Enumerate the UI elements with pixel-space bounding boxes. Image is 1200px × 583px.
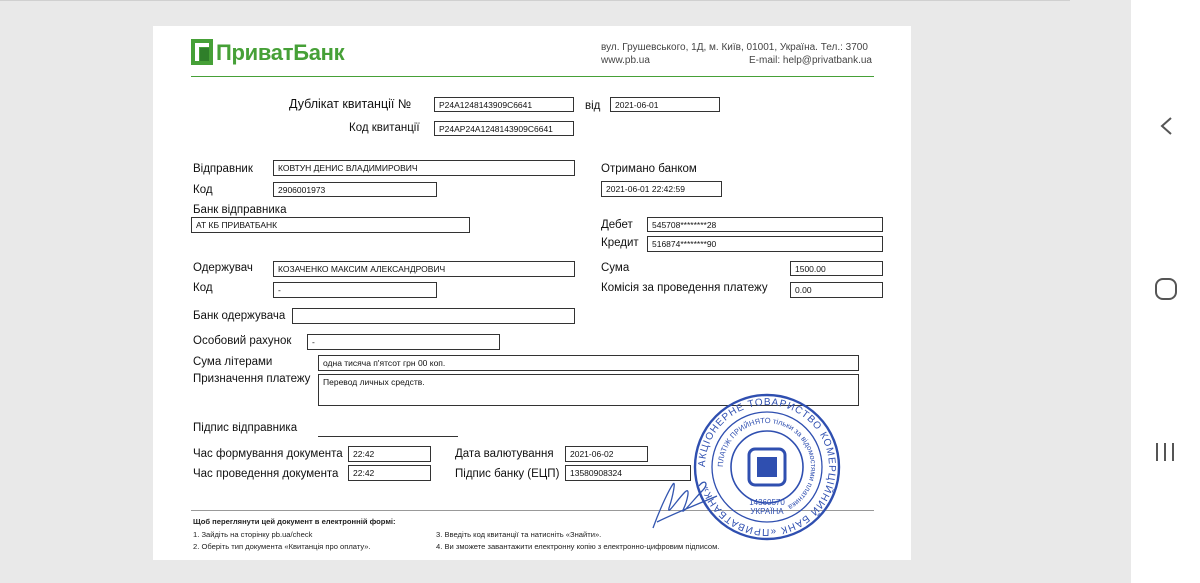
credit-label: Кредит [601,237,639,249]
purpose-label: Призначення платежу [193,373,311,385]
back-icon[interactable] [1131,116,1200,136]
credit-card: 516874********90 [647,236,883,252]
value-date-label: Дата валютування [455,448,554,460]
receipt-code: P24AP24A1248143909C6641 [434,121,574,136]
footer-title: Щоб переглянути цей документ в електронній формі: [193,517,396,526]
bank-address: вул. Грушевського, 1Д, м. Київ, 01001, Україна. Тел.: 3700 [601,42,868,53]
recipient-label: Одержувач [193,262,253,274]
debit-card: 545708********28 [647,217,883,232]
bank-signature: 13580908324 [565,465,691,481]
sender-code-label: Код [193,184,213,196]
duplicate-number: P24A1248143909C6641 [434,97,574,112]
recipient-code: - [273,282,437,298]
svg-text:ПЛАТІЖ ПРИЙНЯТО тільки за відо: ПЛАТІЖ ПРИЙНЯТО тільки за відомостями платника [715,415,819,512]
sender-bank: АТ КБ ПРИВАТБАНК [191,217,470,233]
recipient-name: КОЗАЧЕНКО МАКСИМ АЛЕКСАНДРОВИЧ [273,261,575,277]
formed-label: Час формування документа [193,448,343,460]
sender-signature-label: Підпис відправника [193,422,298,434]
signature-line [318,436,458,437]
sum-words-label: Сума літерами [193,356,273,368]
code-label: Код квитанції [349,122,420,134]
top-divider [0,0,1070,1]
footer-step-3: 3. Введіть код квитанції та натисніть «Знайти». [436,530,602,539]
bank-logo-text: ПриватБанк [216,40,345,65]
received-datetime: 2021-06-01 22:42:59 [601,181,722,197]
formed-time: 22:42 [348,446,431,462]
home-icon[interactable] [1131,277,1200,301]
sender-name: КОВТУН ДЕНИС ВЛАДИМИРОВИЧ [273,160,575,176]
navigation-bar [1131,0,1200,583]
recipient-code-label: Код [193,282,213,294]
footer-step-2: 2. Оберіть тип документа «Квитанція про оплату». [193,542,371,551]
sum-value: 1500.00 [790,261,883,276]
commission-label: Комісія за проведення платежу [601,282,768,294]
payment-purpose: Перевод личных средств. [318,374,859,406]
receipt-date: 2021-06-01 [610,97,720,112]
recent-apps-icon[interactable] [1131,441,1200,463]
footer-step-1: 1. Зайдіть на сторінку pb.ua/check [193,530,313,539]
debit-label: Дебет [601,219,633,231]
from-label: від [585,100,601,112]
sum-label: Сума [601,262,630,274]
commission-value: 0.00 [790,282,883,298]
header-divider [191,76,874,77]
recipient-bank-label: Банк одержувача [193,310,286,322]
svg-text:УКРАЇНА: УКРАЇНА [750,507,784,516]
svg-text:14360570: 14360570 [749,498,785,507]
bank-signature-label: Підпис банку (ЕЦП) [455,468,560,480]
bank-stamp-icon [691,391,843,543]
account-value: - [307,334,500,350]
footer-step-4: 4. Ви зможете завантажити електронну копію з електронно-цифровим підписом. [436,542,720,551]
received-label: Отримано банком [601,163,697,175]
svg-text:АКЦІОНЕРНЕ ТОВАРИСТВО КОМЕРЦІЙ: АКЦІОНЕРНЕ ТОВАРИСТВО КОМЕРЦІЙНИЙ БАНК «ПРИВАТБАНК» [696,396,838,538]
value-date: 2021-06-02 [565,446,648,462]
bank-website: www.pb.ua [601,55,650,66]
duplicate-label: Дублікат квитанції № [289,97,412,111]
processed-label: Час проведення документа [193,468,339,480]
bank-email: E-mail: help@privatbank.ua [749,55,872,66]
sum-words: одна тисяча п'ятсот грн 00 коп. [318,355,859,371]
receipt-document [153,26,911,560]
sender-code: 2906001973 [273,182,437,197]
sender-label: Відправник [193,163,253,175]
sender-bank-label: Банк відправника [193,204,287,216]
account-label: Особовий рахунок [193,335,292,347]
recipient-bank [292,308,575,324]
privatbank-logo-icon [191,39,213,65]
processed-time: 22:42 [348,465,431,481]
